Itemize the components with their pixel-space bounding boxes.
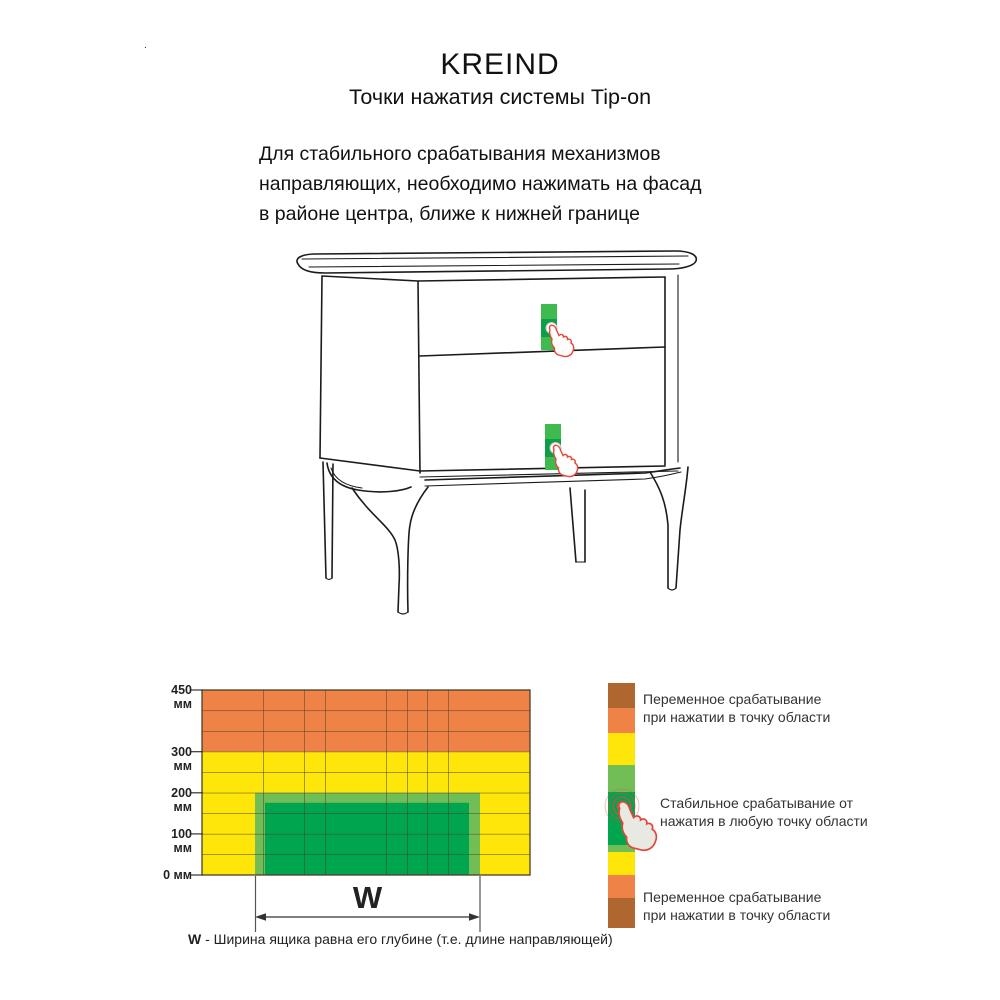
axis-label-0: 0 мм [163,868,192,882]
width-letter: W [352,880,383,915]
press-zone-upper [541,304,574,357]
legend-label-line: Переменное срабатывание [643,889,822,905]
legend-label-stable [660,795,868,830]
diagram-caption [188,931,613,947]
legend-label-line: при нажатии в точку области [643,906,831,923]
base-and-legs [323,462,688,614]
legend-seg-orange-bottom [608,875,635,898]
press-zone-lower [545,424,578,477]
axis-label-100: 100 мм [171,826,192,855]
description-paragraph [259,139,702,229]
cabinet-body [320,275,678,477]
brand-title: KREIND [440,48,560,81]
press-hand-icon [553,445,577,476]
description-line: направляющих, необходимо нажимать на фасад [259,173,702,195]
legend-label-variable-top [643,691,830,726]
description-line: в районе центра, ближе к нижней границе [259,203,640,225]
stray-dot: . [144,40,147,51]
caption-w: W [188,931,202,947]
legend-seg-brown-bottom [608,898,635,928]
axis-label-450: 450 мм [171,683,192,711]
page-subtitle: Точки нажатия системы Tip-on [348,85,652,109]
legend-label-line: Переменное срабатывание [643,691,822,707]
description-line: Для стабильного срабатывания механизмов [259,143,661,165]
press-zone-diagram [150,680,590,960]
legend-seg-yellow-top [608,733,635,765]
nightstand-illustration [230,240,750,630]
legend-label-line: Стабильное срабатывание от [660,795,854,811]
legend-seg-orange-top [608,708,635,733]
caption-text: - Ширина ящика равна его глубине (т.е. длине направляющей) [201,931,613,947]
axis-label-200: 200 мм [171,785,192,814]
legend-label-variable-bottom [643,889,830,924]
legend-seg-brown-top [608,683,635,708]
legend-label-line: нажатия в любую точку области [660,812,868,829]
tabletop [297,251,696,273]
zone-grid [150,680,590,960]
axis-label-300: 300 мм [171,744,192,773]
legend-label-line: при нажатии в точку области [643,708,831,725]
